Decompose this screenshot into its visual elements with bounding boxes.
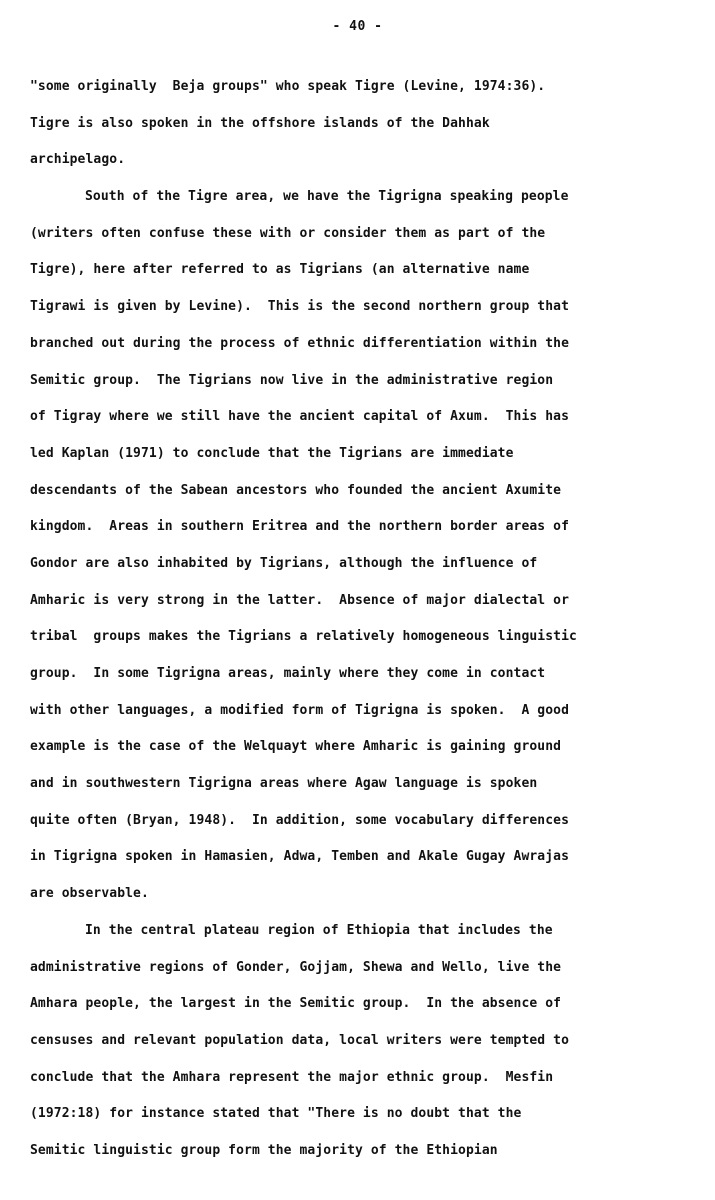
text-line: "some originally Beja groups" who speak Tigre (Levine, 1974:36). bbox=[30, 79, 546, 94]
text-line: with other languages, a modified form of Tigrigna is spoken. A good bbox=[30, 702, 570, 718]
text-line: tribal groups makes the Tigrians a relatively homogeneous linguistic bbox=[30, 629, 577, 645]
text-line: Semitic group. The Tigrians now live in the administrative region bbox=[30, 372, 554, 388]
text-line: Amharic is very strong in the latter. Absence of major dialectal or bbox=[30, 592, 570, 608]
text-line: (writers often confuse these with or consider them as part of the bbox=[30, 225, 546, 241]
text-line: Tigre is also spoken in the offshore islands of the Dahhak bbox=[30, 115, 490, 131]
text-line: group. In some Tigrigna areas, mainly where they come in contact bbox=[30, 666, 546, 681]
text-line: Semitic linguistic group form the majority of the Ethiopian bbox=[30, 1142, 498, 1158]
text-line: branched out during the process of ethnic differentiation within the bbox=[30, 335, 570, 351]
text-line: Amhara people, the largest in the Semitic group. In the absence of bbox=[30, 996, 562, 1012]
text-line: Gondor are also inhabited by Tigrians, although the influence of bbox=[30, 555, 538, 571]
text-line: example is the case of the Welquayt where Amharic is gaining ground bbox=[30, 739, 562, 755]
text-line: archipelago. bbox=[30, 152, 126, 168]
text-line: and in southwestern Tigrigna areas where Agaw language is spoken bbox=[30, 776, 538, 792]
text-line: Tigre), here after referred to as Tigrians (an alternative name bbox=[30, 262, 530, 278]
text-line: of Tigray where we still have the ancient capital of Axum. This has bbox=[30, 409, 570, 425]
text-line: censuses and relevant population data, local writers were tempted to bbox=[30, 1032, 570, 1048]
page-number: - 40 - bbox=[332, 19, 383, 34]
text-line: conclude that the Amhara represent the major ethnic group. Mesfin bbox=[30, 1069, 554, 1085]
text-line: quite often (Bryan, 1948). In addition, some vocabulary differences bbox=[30, 812, 570, 828]
text-line: are observable. bbox=[30, 886, 149, 902]
paragraph-start-line: In the central plateau region of Ethiopia that includes the bbox=[85, 922, 553, 938]
text-line: led Kaplan (1971) to conclude that the Tigrians are immediate bbox=[30, 445, 514, 461]
body-text bbox=[30, 76, 670, 1177]
text-line: descendants of the Sabean ancestors who founded the ancient Axumite bbox=[30, 482, 562, 498]
text-line: Tigrawi is given by Levine). This is the second northern group that bbox=[30, 299, 570, 315]
paragraph-start-line: South of the Tigre area, we have the Tigrigna speaking people bbox=[85, 189, 569, 205]
text-line: kingdom. Areas in southern Eritrea and the northern border areas of bbox=[30, 519, 570, 535]
text-line: administrative regions of Gonder, Gojjam, Shewa and Wello, live the bbox=[30, 959, 562, 975]
text-line: in Tigrigna spoken in Hamasien, Adwa, Temben and Akale Gugay Awrajas bbox=[30, 849, 570, 865]
text-line: (1972:18) for instance stated that "There is no doubt that the bbox=[30, 1106, 522, 1122]
